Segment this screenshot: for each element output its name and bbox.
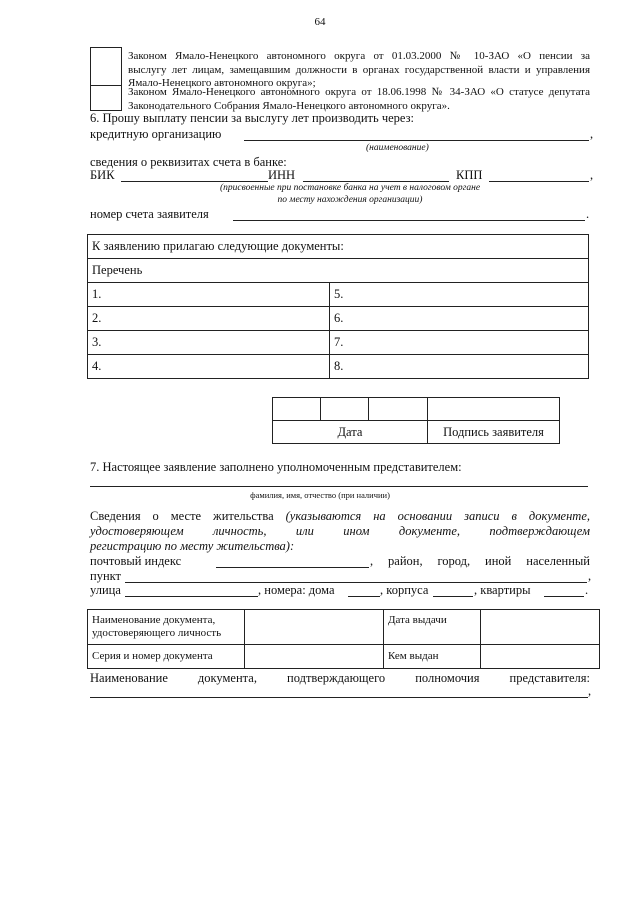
documents-table [87, 234, 589, 379]
residence-block [90, 509, 590, 554]
id-doc-name-field[interactable] [245, 610, 384, 645]
bank-hint-2: по месту нахождения организации) [277, 195, 423, 205]
issue-date-field[interactable] [481, 610, 600, 645]
building-field[interactable] [433, 596, 473, 597]
street-label: улица [90, 583, 121, 597]
document-cell[interactable]: 5. [330, 283, 589, 307]
law2-line: Законодательного Собрания Ямало-Ненецкого автономного округа». [128, 99, 450, 112]
residence-label: Сведения о месте жительства [90, 509, 274, 523]
postal-index-field[interactable] [216, 567, 369, 568]
law1-text [128, 50, 590, 91]
law2-text [128, 86, 590, 113]
kpp-label: КПП [456, 168, 483, 182]
account-field[interactable] [233, 220, 585, 221]
id-doc-name-label [88, 610, 245, 645]
bik-field[interactable] [121, 181, 268, 182]
authority-doc-label: Наименование документа, подтверждающего полномочия представителя: [90, 671, 590, 685]
signature-table [272, 397, 560, 444]
bank-details-label: сведения о реквизитах счета в банке: [90, 155, 287, 169]
document-cell[interactable]: 2. [88, 307, 330, 331]
documents-list-label: Перечень [88, 259, 589, 283]
apartment-field[interactable] [544, 596, 584, 597]
credit-org-label: кредитную организацию [90, 127, 222, 141]
credit-org-hint: (наименование) [366, 143, 429, 153]
issued-by-label: Кем выдан [384, 645, 481, 669]
residence-hint: регистрацию по месту жительства): [90, 539, 295, 553]
id-doc-name-line: удостоверяющего личность [92, 627, 222, 639]
authority-doc-field[interactable] [90, 697, 588, 698]
issue-date-label: Дата выдачи [384, 610, 481, 645]
account-label: номер счета заявителя [90, 207, 209, 221]
kpp-field[interactable] [489, 181, 589, 182]
law1-line: Законом Ямало-Ненецкого автономного округа от 01.03.2000 № 10-ЗАО «О пенсии за [128, 50, 590, 62]
residence-hint: (указываются на основании записи в документе, [285, 509, 590, 523]
document-cell[interactable]: 1. [88, 283, 330, 307]
apartment-label: , квартиры [474, 583, 531, 597]
document-cell[interactable]: 3. [88, 331, 330, 355]
section6-heading: 6. Прошу выплату пенсии за выслугу лет производить через: [90, 111, 415, 125]
id-document-table [87, 609, 600, 669]
house-label: , номера: дома [258, 583, 335, 597]
document-cell[interactable]: 4. [88, 355, 330, 379]
district-label: , район, город, иной населенный [370, 554, 590, 568]
signature-cell[interactable] [428, 398, 560, 421]
documents-header: К заявлению прилагаю следующие документы: [88, 235, 589, 259]
residence-hint: удостоверяющем личность, или ином документе, подтверждающем [90, 524, 590, 538]
page-number: 64 [314, 16, 326, 28]
date-month-cell[interactable] [321, 398, 369, 421]
street-field[interactable] [125, 596, 258, 597]
building-label: , корпуса [380, 583, 429, 597]
bank-hint-1: (присвоенные при постановке банка на учет в налоговом органе [219, 183, 481, 193]
law2-checkbox[interactable] [90, 85, 122, 111]
id-doc-name-line: Наименование документа, [92, 613, 216, 626]
law2-line: Законом Ямало-Ненецкого автономного округа от 18.06.1998 № 34-ЗАО «О статусе депутата [128, 86, 590, 98]
postal-index-label: почтовый индекс [90, 554, 182, 568]
series-number-field[interactable] [245, 645, 384, 669]
section7-heading: 7. Настоящее заявление заполнено уполномоченным представителем: [90, 460, 462, 474]
law1-checkbox[interactable] [90, 47, 122, 87]
inn-label: ИНН [268, 168, 296, 182]
house-field[interactable] [348, 596, 380, 597]
fio-hint: фамилия, имя, отчество (при наличии) [250, 490, 390, 500]
date-year-cell[interactable] [369, 398, 428, 421]
inn-field[interactable] [303, 181, 449, 182]
series-number-label: Серия и номер документа [88, 645, 245, 669]
credit-org-field[interactable] [244, 140, 589, 141]
bik-label: БИК [90, 168, 115, 182]
document-cell[interactable]: 8. [330, 355, 589, 379]
document-cell[interactable]: 7. [330, 331, 589, 355]
date-day-cell[interactable] [273, 398, 321, 421]
document-cell[interactable]: 6. [330, 307, 589, 331]
representative-name-field[interactable] [90, 486, 588, 487]
signature-label: Подпись заявителя [428, 421, 560, 444]
law1-line: Ямало-Ненецкого автономного округа»; [128, 77, 316, 89]
issued-by-field[interactable] [481, 645, 600, 669]
date-label: Дата [273, 421, 428, 444]
law1-line: выслугу лет лицам, замещавшим должности в органах государственной власти и управления [128, 63, 590, 76]
settlement-label: пункт [90, 569, 121, 583]
